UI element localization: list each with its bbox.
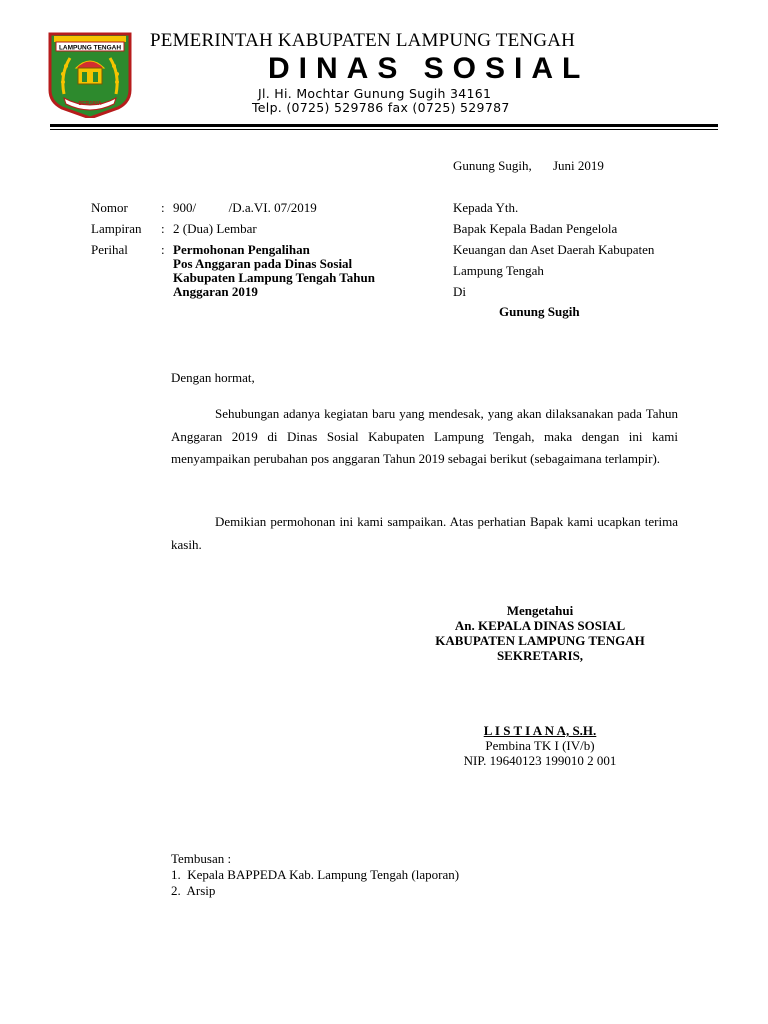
perihal-line: Kabupaten Lampung Tengah Tahun <box>173 270 375 285</box>
recipient-greeting: Kepada Yth. <box>453 200 519 215</box>
signatory-name: L I S T I A N A, S.H. <box>483 723 597 738</box>
letter-date: Juni 2019 <box>553 158 604 173</box>
perihal-label: Perihal <box>91 242 128 257</box>
signature-line: An. KEPALA DINAS SOSIAL <box>454 618 626 633</box>
regency-emblem-logo <box>48 32 132 118</box>
recipient-di: Di <box>453 284 466 299</box>
recipient-line: Lampung Tengah <box>453 263 544 278</box>
svg-text:BERJAYA: BERJAYA <box>78 101 102 107</box>
department-name: DINAS SOSIAL <box>268 52 590 85</box>
signature-line: SEKRETARIS, <box>496 648 584 663</box>
recipient-line: Bapak Kepala Badan Pengelola <box>453 221 618 236</box>
nomor-value: 900/ /D.a.VI. 07/2019 <box>173 200 317 215</box>
salutation: Dengan hormat, <box>171 370 255 385</box>
body-paragraph-2: Demikian permohonan ini kami sampaikan. Atas perhatian Bapak kami ucapkan terima kasih. <box>171 514 678 552</box>
tembusan-label: Tembusan : <box>171 851 232 866</box>
letterhead-divider-thick <box>50 124 718 127</box>
perihal-line: Pos Anggaran pada Dinas Sosial <box>173 256 353 271</box>
recipient-line: Keuangan dan Aset Daerah Kabupaten <box>453 242 655 257</box>
signature-line: Mengetahui <box>506 603 574 618</box>
perihal-line: Permohonan Pengalihan <box>173 242 310 257</box>
letter-place: Gunung Sugih, <box>453 158 532 173</box>
signature-line: KABUPATEN LAMPUNG TENGAH <box>435 633 645 648</box>
perihal-colon: : <box>161 242 165 257</box>
letterhead-divider-thin <box>50 129 718 130</box>
recipient-city: Gunung Sugih <box>499 304 580 319</box>
lampiran-colon: : <box>161 221 165 236</box>
lampiran-label: Lampiran <box>91 221 142 236</box>
perihal-line: Anggaran 2019 <box>173 284 258 299</box>
nomor-label: Nomor <box>91 200 128 215</box>
signatory-nip: NIP. 19640123 199010 2 001 <box>463 753 617 768</box>
body-paragraph-1: Sehubungan adanya kegiatan baru yang mendesak, yang akan dilaksanakan pada Tahun Anggaran 2019 di Dinas Sosial Kabupaten Lampung Tengah, maka dengan ini kami menyampaikan perubahan pos anggaran Tahun 2019 sebagai berikut (sebagaimana terlampir). <box>171 406 678 466</box>
tembusan-item: 1. Kepala BAPPEDA Kab. Lampung Tengah (laporan) <box>171 867 460 882</box>
office-address: Jl. Hi. Mochtar Gunung Sugih 34161 <box>258 86 492 101</box>
office-phone: Telp. (0725) 529786 fax (0725) 529787 <box>252 100 510 115</box>
signatory-rank: Pembina TK I (IV/b) <box>485 738 595 753</box>
tembusan-item: 2. Arsip <box>171 883 216 898</box>
government-name: PEMERINTAH KABUPATEN LAMPUNG TENGAH <box>150 30 576 51</box>
lampiran-value: 2 (Dua) Lembar <box>173 221 257 236</box>
svg-text:LAMPUNG TENGAH: LAMPUNG TENGAH <box>58 44 122 52</box>
nomor-colon: : <box>161 200 165 215</box>
